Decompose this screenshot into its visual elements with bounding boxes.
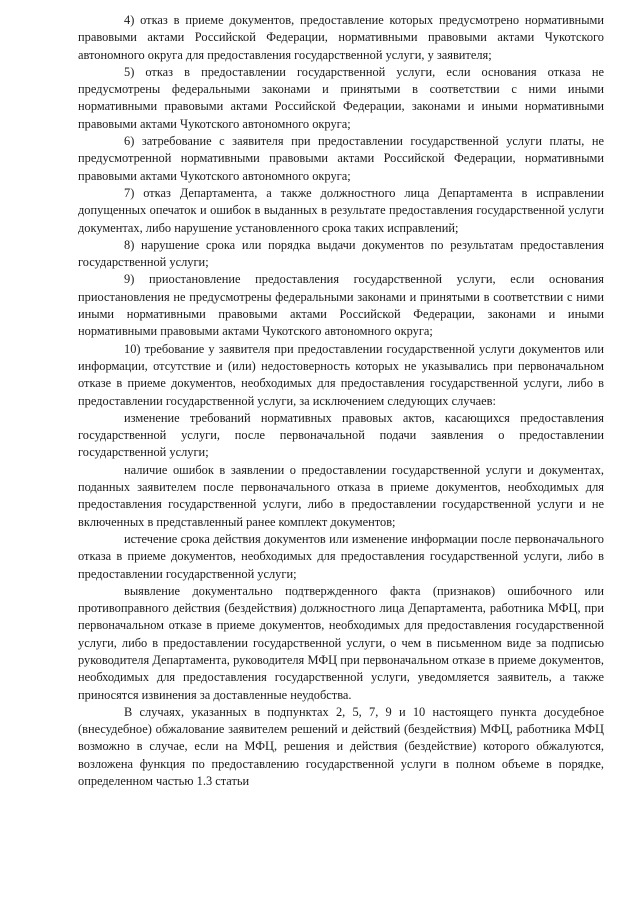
paragraph-item-6: 6) затребование с заявителя при предоставлении государственной услуги платы, не предусмотренной нормативными правовыми актами Российской Федерации, нормативными правовыми актами Чукотского автономного округа; bbox=[78, 134, 604, 183]
exception-case-documents-expiry: истечение срока действия документов или изменение информации после первоначального отказа в приеме документов, необходимых для предоставления государственной услуги, либо в предоставлении государственной услуги; bbox=[78, 531, 604, 581]
exception-case-errors-in-application: наличие ошибок в заявлении о предоставлении государственной услуги и документах, поданных заявителем после первоначального отказа в приеме документов, необходимых для предоставления государственной услуги, либо в предоставлении государственной услуги и не включенных в представленный ранее комплект документов; bbox=[78, 462, 604, 529]
exception-case-erroneous-action: выявление документально подтвержденного факта (признаков) ошибочного или противоправного действия (бездействия) должностного лица Департамента, работника МФЦ, при первоначальном отказе в приеме документов, необходимых для предоставления государственной услуги, либо в предоставлении государственной услуги, о чем в письменном виде за подписью руководителя Департамента, руководителя МФЦ при первоначальном отказе в приеме документов, необходимых для предоставления государственной услуги, уведомляется заявитель, а также приносятся извинения за доставленные неудобства. bbox=[78, 583, 604, 702]
paragraph-item-5: 5) отказ в предоставлении государственной услуги, если основания отказа не предусмотрены федеральными законами и принятыми в соответствии с ними иными нормативными правовыми актами Российской Федерации, законами и иными нормативными правовыми актами Чукотского автономного округа; bbox=[78, 64, 604, 131]
paragraph-item-7: 7) отказ Департамента, а также должностного лица Департамента в исправлении допущенных опечаток и ошибок в выданных в результате предоставления государственной услуги документах, либо нарушение установленного срока таких исправлений; bbox=[78, 185, 604, 235]
exception-case-requirements-change: изменение требований нормативных правовых актов, касающихся предоставления государственной услуги, после первоначальной подачи заявления о предоставлении государственной услуги; bbox=[78, 410, 604, 460]
paragraph-item-4: 4) отказ в приеме документов, предоставление которых предусмотрено нормативными правовыми актами Российской Федерации, нормативными правовыми актами Чукотского автономного округа для предоставления государственной услуги, у заявителя; bbox=[78, 13, 604, 62]
document-page bbox=[78, 12, 604, 790]
paragraph-item-10: 10) требование у заявителя при предоставлении государственной услуги документов или информации, отсутствие и (или) недостоверность которых не указывались при первоначальном отказе в приеме документов, необходимых для предоставления государственной услуги, либо в предоставлении государственной услуги, за исключением следующих случаев: bbox=[78, 341, 604, 408]
paragraph-item-9: 9) приостановление предоставления государственной услуги, если основания приостановления не предусмотрены федеральными законами и принятыми в соответствии с ними иными нормативными правовыми актами Российской Федерации, законами и иными нормативными правовыми актами Чукотского автономного округа; bbox=[78, 272, 604, 339]
paragraph-mfc-appeal: В случаях, указанных в подпунктах 2, 5, 7, 9 и 10 настоящего пункта досудебное (внесудебное) обжалование заявителем решений и действий (бездействия) МФЦ, работника МФЦ возможно в случае, если на МФЦ, решения и действия (бездействие) которого обжалуются, возложена функция по предоставлению государственной услуги в полном объеме в порядке, определенном частью 1.3 статьи bbox=[78, 704, 604, 789]
paragraph-item-8: 8) нарушение срока или порядка выдачи документов по результатам предоставления государственной услуги; bbox=[78, 237, 604, 270]
